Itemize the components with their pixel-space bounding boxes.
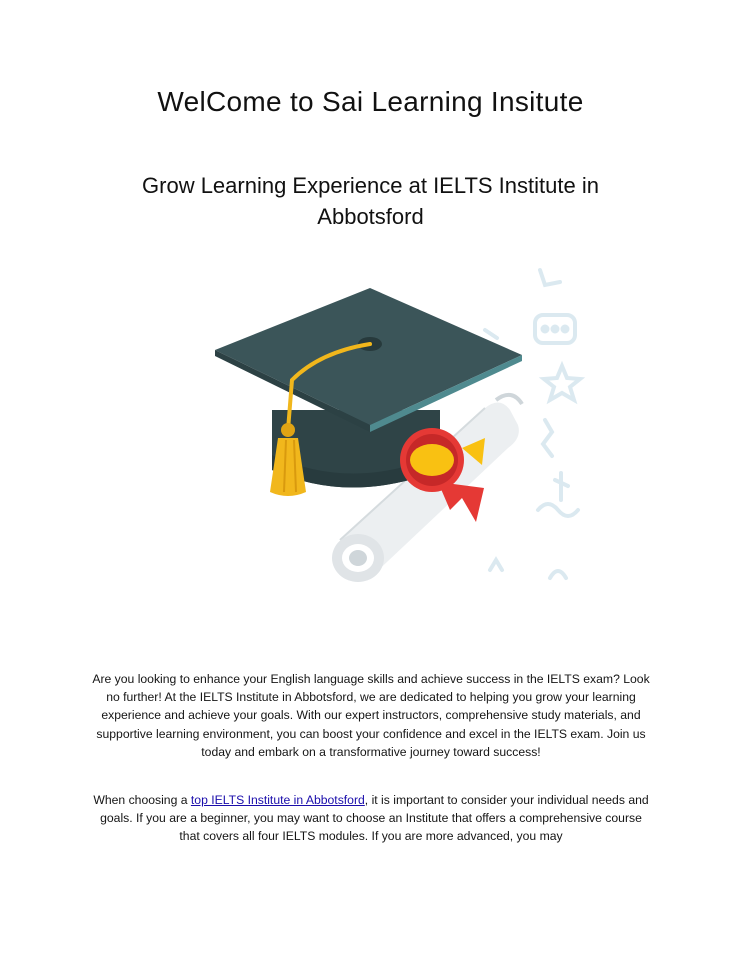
graduation-cap-diploma-icon xyxy=(200,260,590,590)
choosing-paragraph xyxy=(90,791,652,846)
paragraph-text: When choosing a xyxy=(93,793,191,807)
page-subtitle: Grow Learning Experience at IELTS Institute in Abbotsford xyxy=(142,173,599,229)
intro-paragraph: Are you looking to enhance your English language skills and achieve success in the IELTS exam? Look no further! At the IELTS Institute in Abbotsford, we are dedicated to helping you grow your learning experience and achieve your goals. With our expert instructors, comprehensive study materials, and supportive learning environment, you can boost your confidence and excel in the IELTS exam. Join us today and embark on a transformative journey toward success! xyxy=(92,672,650,759)
page-title: WelCome to Sai Learning Insitute xyxy=(157,86,584,117)
ielts-institute-link[interactable]: top IELTS Institute in Abbotsford xyxy=(190,793,365,807)
cap-board xyxy=(215,288,522,432)
paragraph-text: , it is important to consider your individual needs and goals. If you are a beginner, you may want to choose an Institute that offers a comprehensive course that covers all four IELTS modules. If you are more advanced, you may xyxy=(100,793,649,844)
